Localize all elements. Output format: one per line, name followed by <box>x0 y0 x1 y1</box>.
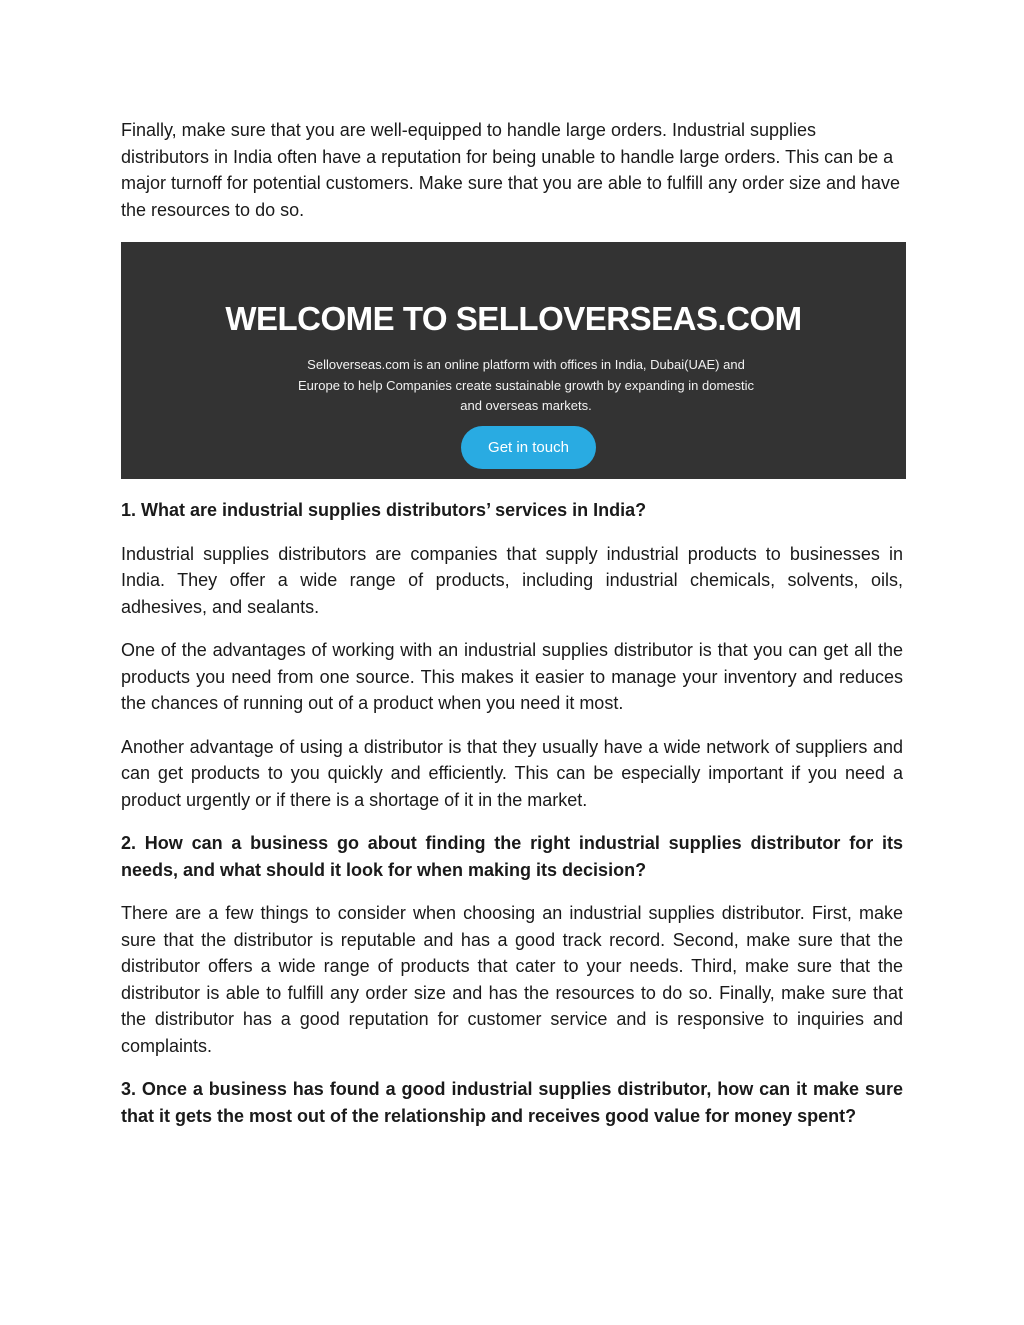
intro-paragraph: Finally, make sure that you are well-equipped to handle large orders. Industrial supplies distributors in India often have a reputation for being unable to handle large orders. This can be a major turnoff for potential customers. Make sure that you are able to fulfill any order size and have the resources to do so. <box>121 120 901 220</box>
paragraph: There are a few things to consider when choosing an industrial supplies distributor. First, make sure that the distributor is reputable and has a good track record. Second, make sure that the distributor offers a wide range of products that cater to your needs. Third, make sure that the distributor is able to fulfill any order size and has the resources to do so. Finally, make sure that the distributor has a good reputation for customer service and is responsive to inquiries and complaints. <box>121 903 903 1056</box>
get-in-touch-button[interactable]: Get in touch <box>461 426 596 469</box>
paragraph: Another advantage of using a distributor is that they usually have a wide network of suppliers and can get products to you quickly and efficiently. This can be especially important if you need a product urgently or if there is a shortage of it in the market. <box>121 736 903 810</box>
paragraph: Industrial supplies distributors are companies that supply industrial products to businesses in India. They offer a wide range of products, including industrial chemicals, solvents, oils, adhesives, and sealants. <box>121 543 903 617</box>
banner-description: Selloverseas.com is an online platform with offices in India, Dubai(UAE) and Europe to help Companies create sustainable growth by expanding in domestic and overseas markets. <box>298 357 754 413</box>
document-page <box>121 117 903 223</box>
paragraph: One of the advantages of working with an industrial supplies distributor is that you can get all the products you need from one source. This makes it easier to manage your inventory and reduces the chances of running out of a product when you need it most. <box>121 640 903 713</box>
section-heading: 3. Once a business has found a good industrial supplies distributor, how can it make sure that it gets the most out of the relationship and receives good value for money spent? <box>121 1079 903 1126</box>
section-heading: 2. How can a business go about finding the right industrial supplies distributor for its needs, and what should it look for when making its decision? <box>121 833 903 880</box>
section-heading: 1. What are industrial supplies distributors’ services in India? <box>121 500 647 520</box>
welcome-banner <box>121 242 906 479</box>
document-body <box>121 497 903 1129</box>
banner-title: WELCOME TO SELLOVERSEAS.COM <box>225 300 802 337</box>
